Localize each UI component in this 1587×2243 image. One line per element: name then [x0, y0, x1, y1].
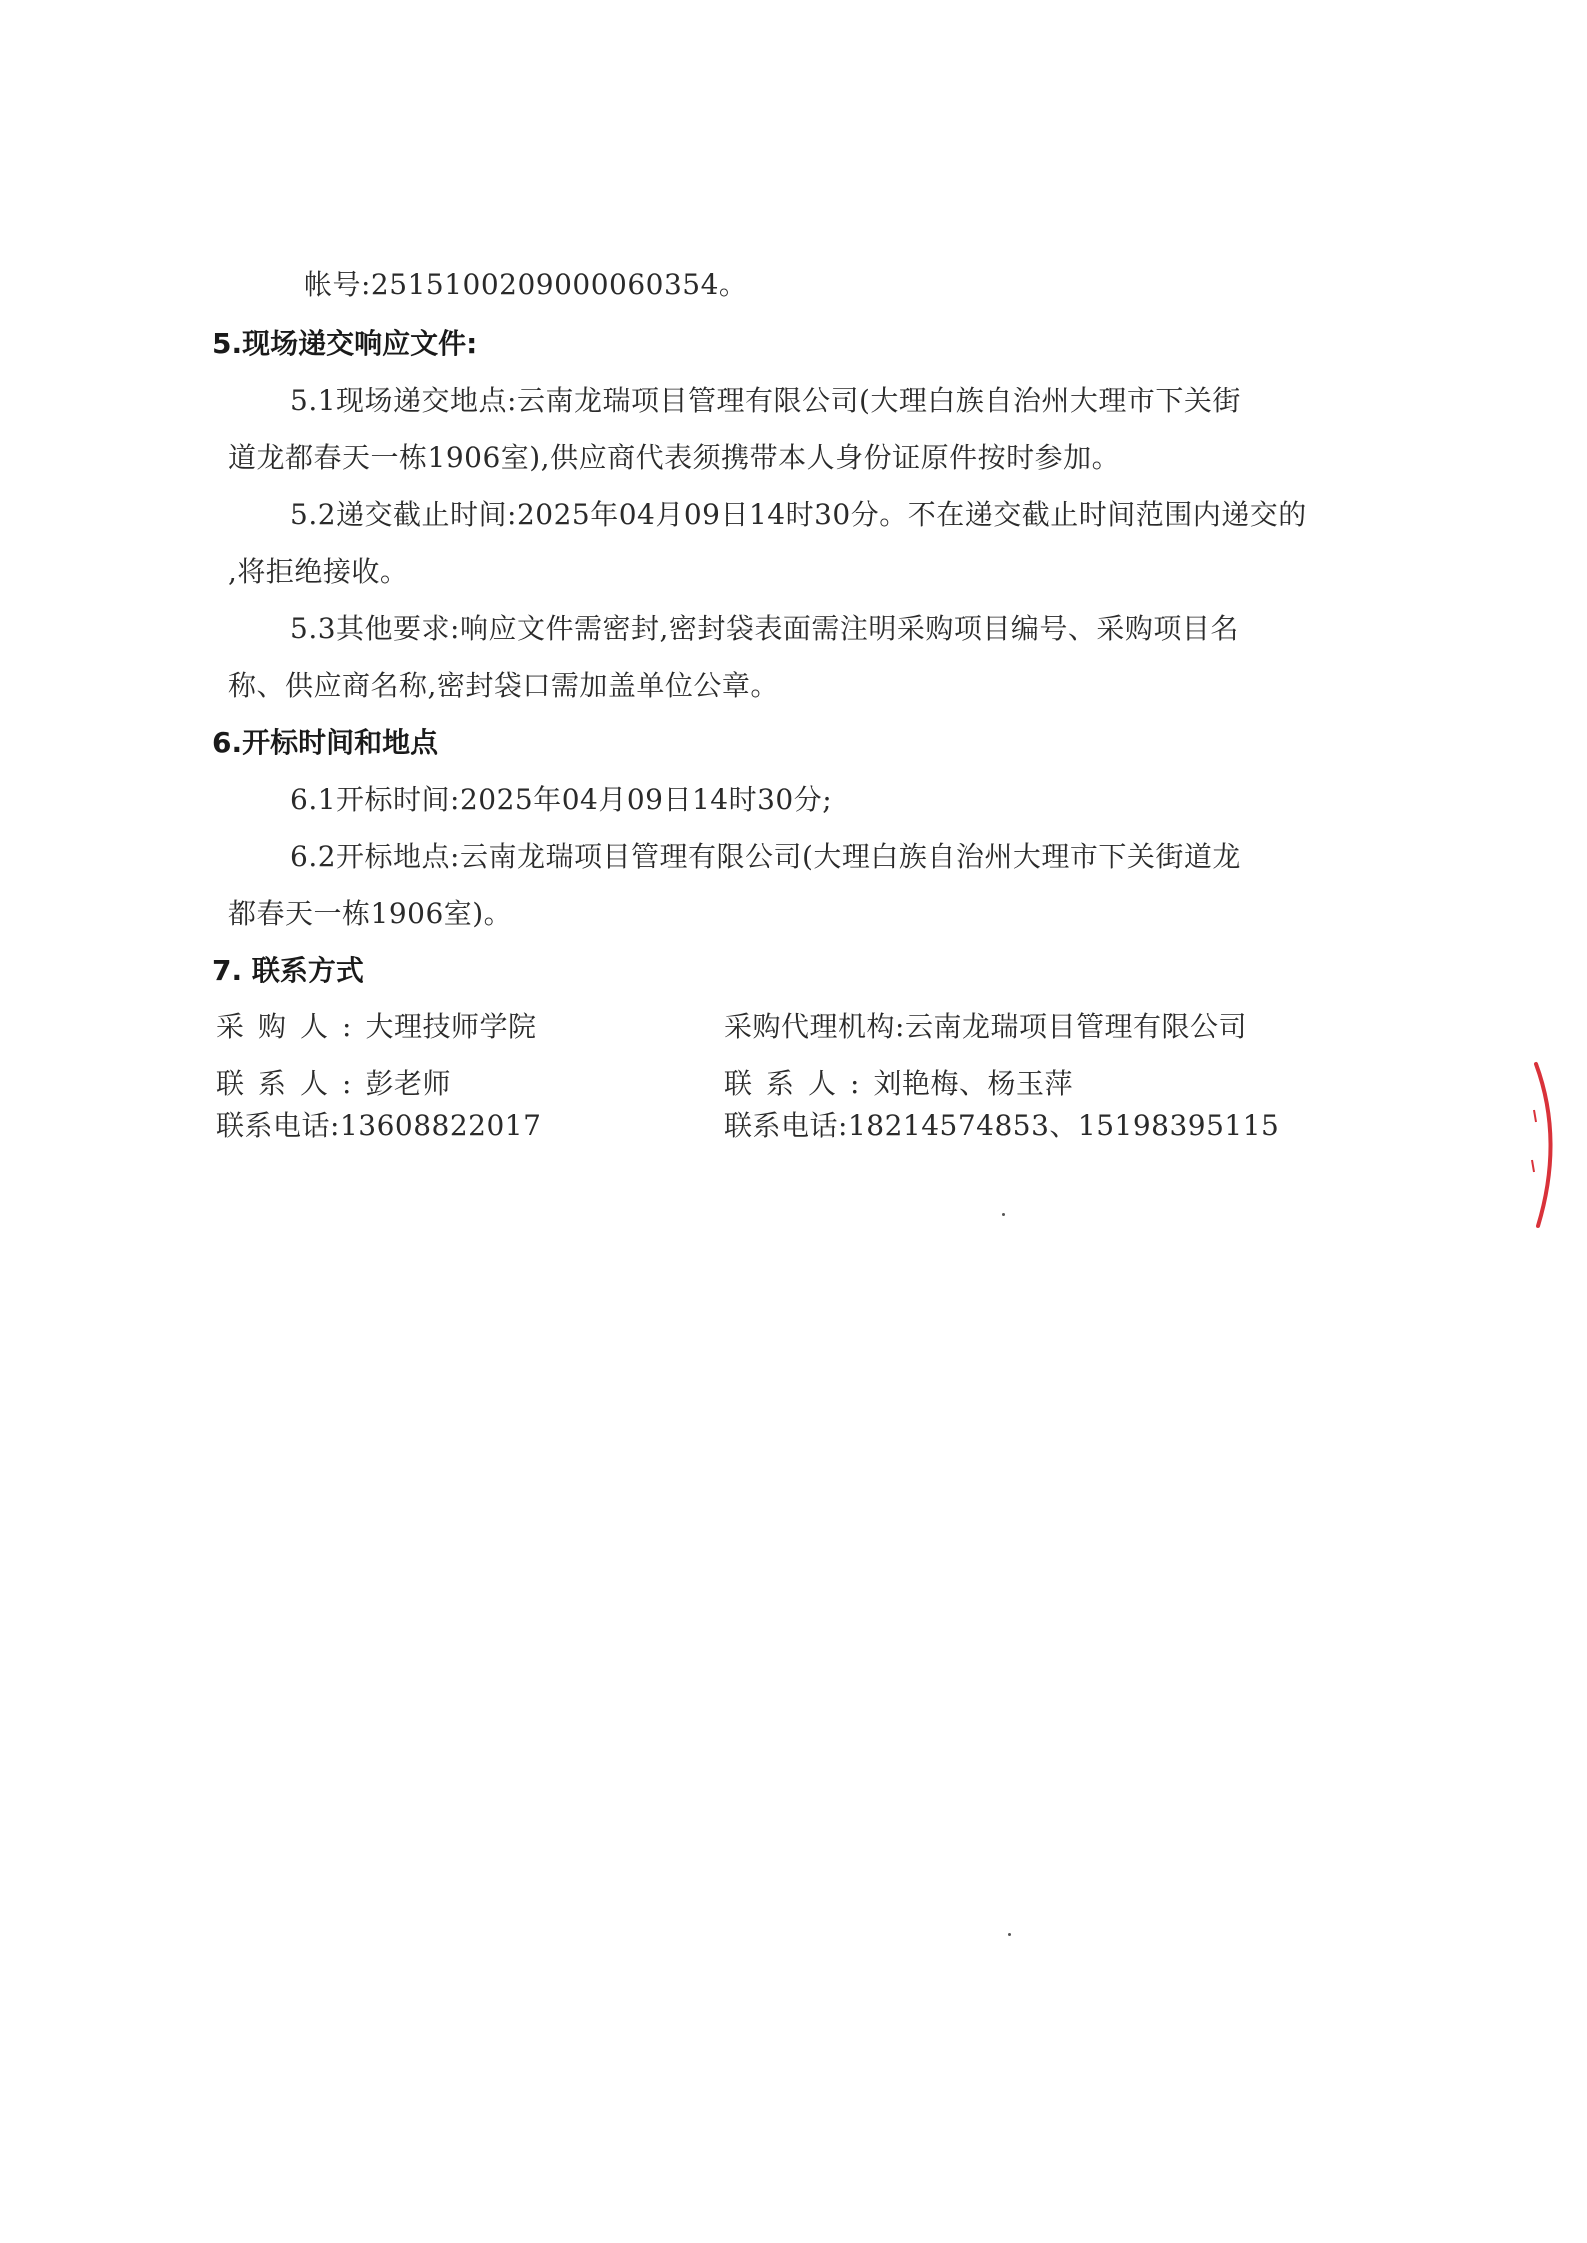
red-seal-fragment-icon [1530, 1060, 1570, 1230]
section-6-heading: 6.开标时间和地点 [212, 726, 439, 759]
agency-value: 云南龙瑞项目管理有限公司 [904, 1010, 1247, 1043]
buyer-phone-row [216, 1109, 736, 1151]
section-6-1-line: 6.1开标时间:2025年04月09日14时30分; [290, 783, 833, 816]
agency-row [724, 1010, 1344, 1067]
agency-contact-label: 联系人: [724, 1067, 874, 1100]
section-5-heading: 5.现场递交响应文件: [212, 327, 478, 360]
buyer-phone-label: 联系电话: [216, 1109, 340, 1142]
agency-contact-block [724, 1010, 1344, 1151]
agency-phone-value: 18214574853、15198395115 [847, 1109, 1280, 1142]
section-5-1-line-1: 5.1现场递交地点:云南龙瑞项目管理有限公司(大理白族自治州大理市下关街 [290, 384, 1241, 417]
section-5-3-line-1: 5.3其他要求:响应文件需密封,密封袋表面需注明采购项目编号、采购项目名 [290, 612, 1239, 645]
agency-label: 采购代理机构: [724, 1010, 905, 1043]
buyer-contact-row [216, 1067, 736, 1109]
agency-phone-label: 联系电话: [724, 1109, 848, 1142]
section-5-3-line-2: 称、供应商名称,密封袋口需加盖单位公章。 [228, 669, 779, 702]
agency-contact-value: 刘艳梅、杨玉萍 [873, 1067, 1073, 1100]
buyer-label: 采购人: [216, 1010, 366, 1043]
buyer-phone-value: 13608822017 [339, 1109, 542, 1142]
buyer-contact-block [216, 1010, 736, 1151]
buyer-contact-value: 彭老师 [365, 1067, 451, 1100]
section-6-2-line-2: 都春天一栋1906室)。 [228, 897, 513, 930]
scan-speck [1008, 1933, 1011, 1936]
agency-phone-row [724, 1109, 1344, 1151]
section-5-2-line-2: ,将拒绝接收。 [228, 555, 409, 588]
account-number-line: 帐号:2515100209000060354。 [304, 268, 748, 301]
scan-speck [1002, 1213, 1005, 1216]
section-5-2-line-1: 5.2递交截止时间:2025年04月09日14时30分。不在递交截止时间范围内递交的 [290, 498, 1307, 531]
buyer-row [216, 1010, 736, 1067]
section-7-heading: 7. 联系方式 [212, 954, 364, 987]
buyer-value: 大理技师学院 [365, 1010, 537, 1043]
section-6-2-line-1: 6.2开标地点:云南龙瑞项目管理有限公司(大理白族自治州大理市下关街道龙 [290, 840, 1241, 873]
buyer-contact-label: 联系人: [216, 1067, 366, 1100]
section-5-1-line-2: 道龙都春天一栋1906室),供应商代表须携带本人身份证原件按时参加。 [228, 441, 1121, 474]
agency-contact-row [724, 1067, 1344, 1109]
